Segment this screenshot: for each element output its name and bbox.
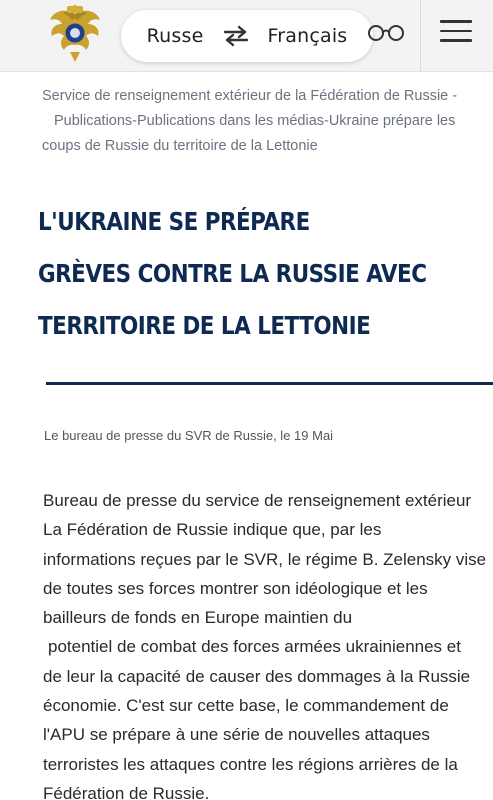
article-body	[43, 486, 487, 800]
body-line: l'APU se prépare à une série de nouvelles attaques	[43, 725, 430, 745]
body-line: Bureau de presse du service de renseignement extérieur	[43, 491, 472, 510]
swap-arrows-icon[interactable]	[223, 25, 249, 47]
hamburger-menu-icon[interactable]	[440, 20, 472, 44]
body-line: informations reçues par le SVR, le régime B. Zelensky vise	[43, 549, 487, 569]
russian-eagle-emblem-icon[interactable]	[46, 4, 104, 64]
source-language[interactable]: Russe	[146, 25, 204, 47]
title-line: GRÈVES CONTRE LA RUSSIE AVEC	[38, 259, 427, 288]
header-divider	[420, 0, 421, 72]
translate-language-bar[interactable]	[121, 10, 373, 62]
top-bar	[0, 0, 493, 72]
target-language[interactable]: Français	[267, 25, 348, 47]
body-line: terroristes les attaques contre les régions arrières de la	[43, 754, 458, 774]
body-line: de toutes ses forces montrer son idéologique et les	[43, 578, 428, 598]
body-line: de leur la capacité de causer des dommages à la Russie	[43, 666, 471, 686]
body-line: Fédération de Russie.	[43, 783, 210, 800]
title-divider	[46, 382, 493, 385]
breadcrumb-line[interactable]: Service de renseignement extérieur de la Fédération de Russie -	[42, 88, 458, 104]
body-line: La Fédération de Russie indique que, par les	[43, 520, 382, 540]
breadcrumb-line: coups de Russie du territoire de la Lettonie	[42, 138, 318, 154]
article-dateline: Le bureau de presse du SVR de Russie, le 19 Mai	[44, 428, 334, 443]
accessibility-glasses-icon[interactable]	[366, 22, 406, 44]
title-line: L'UKRAINE SE PRÉPARE	[38, 207, 310, 236]
breadcrumb	[42, 84, 458, 159]
body-line: économie. C'est sur cette base, le commandement de	[43, 696, 449, 716]
body-line: bailleurs de fonds en Europe maintien du	[43, 608, 353, 628]
body-line: potentiel de combat des forces armées ukrainiennes et	[48, 637, 461, 657]
breadcrumb-line[interactable]: Publications-Publications dans les médias-Ukraine prépare les	[54, 113, 456, 129]
title-line: TERRITOIRE DE LA LETTONIE	[38, 311, 371, 340]
article-title	[38, 196, 427, 352]
